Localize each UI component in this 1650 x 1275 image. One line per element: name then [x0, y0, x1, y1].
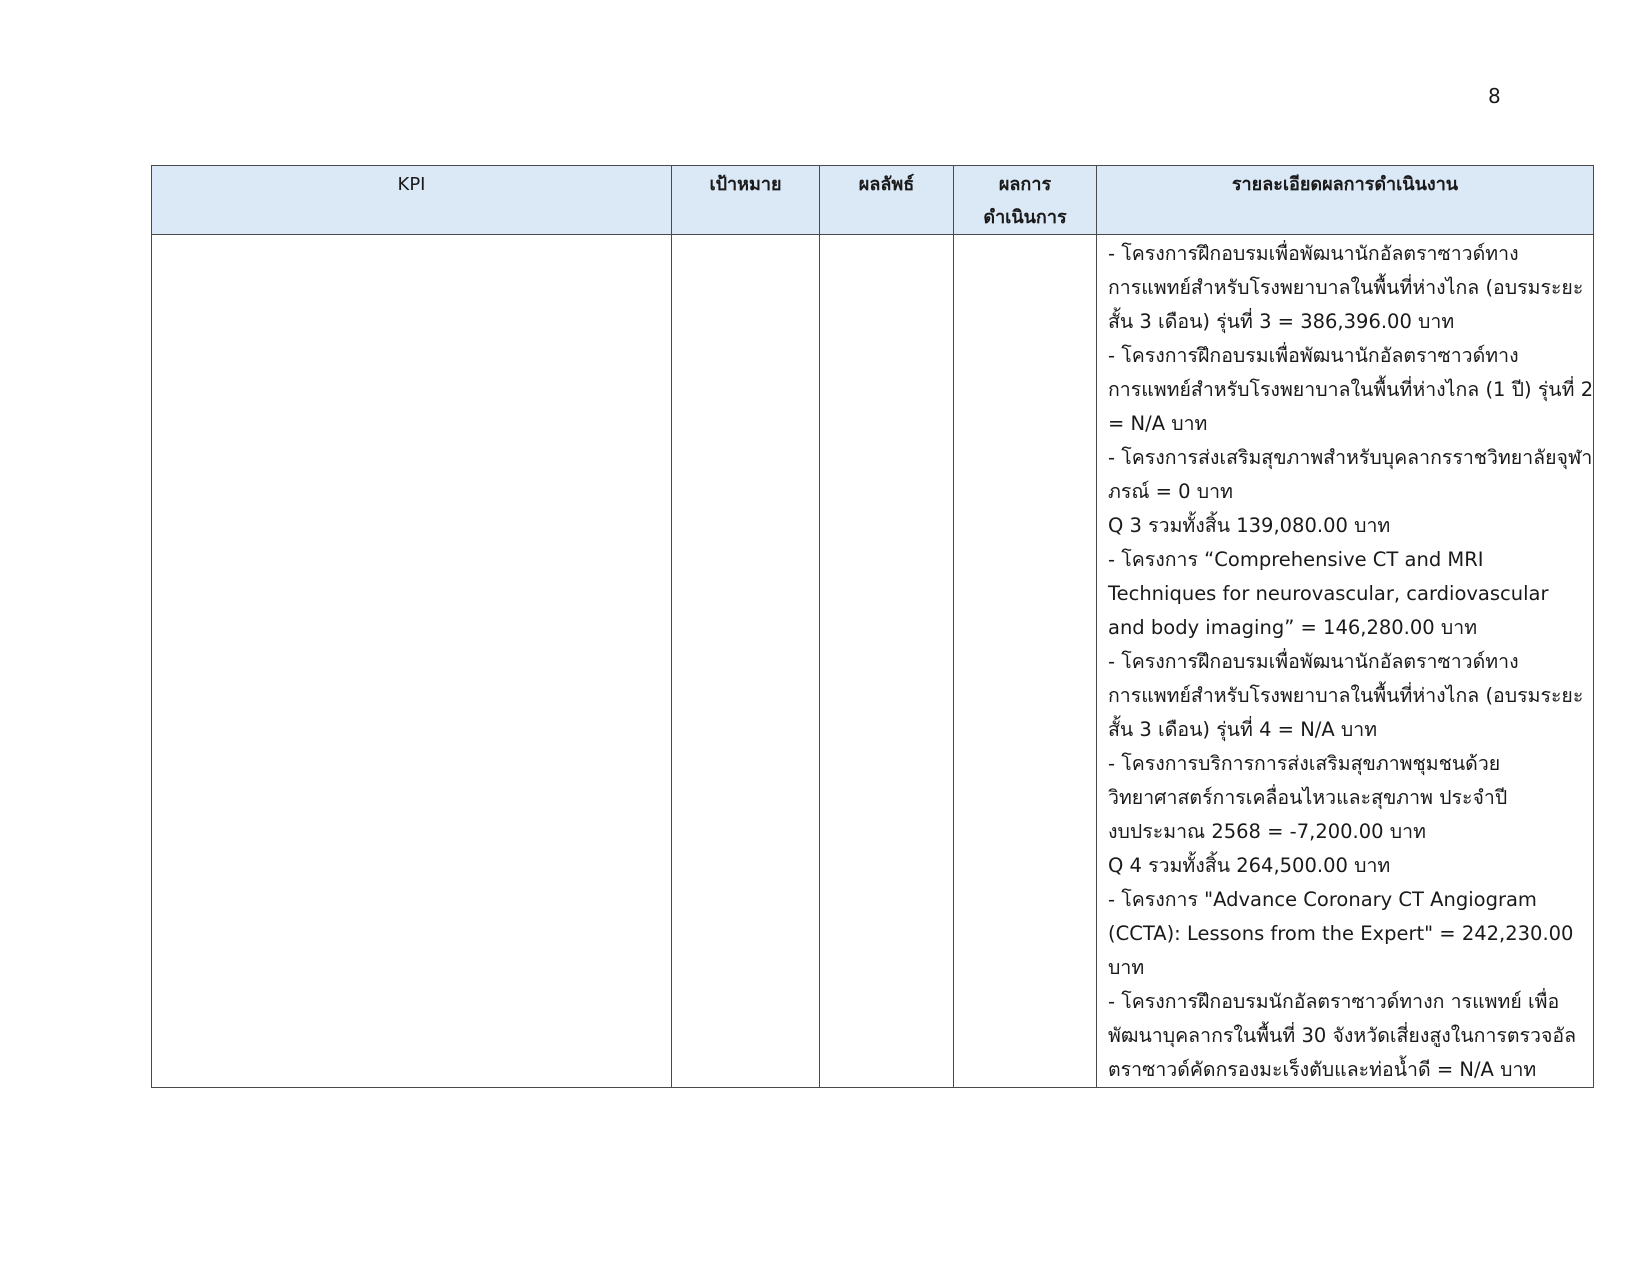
detail-line: - โครงการส่งเสริมสุขภาพสำหรับบุคลากรราชวิทยาลัยจุฬา	[1108, 446, 1593, 469]
detail-line: ตราซาวด์คัดกรองมะเร็งตับและท่อน้ำดี = N/A บาท	[1108, 1058, 1537, 1081]
detail-line: การแพทย์สำหรับโรงพยาบาลในพื้นที่ห่างไกล (อบรมระยะ	[1108, 276, 1584, 299]
detail-line: (CCTA): Lessons from the Expert" = 242,230.00	[1108, 922, 1574, 945]
detail-line: Q 4 รวมทั้งสิ้น 264,500.00 บาท	[1108, 854, 1391, 877]
detail-line: วิทยาศาสตร์การเคลื่อนไหวและสุขภาพ ประจำปี	[1108, 786, 1508, 809]
detail-line: สั้น 3 เดือน) รุ่นที่ 3 = 386,396.00 บาท	[1108, 310, 1455, 333]
header-details: รายละเอียดผลการดำเนินงาน	[1097, 166, 1594, 235]
kpi-table	[151, 165, 1594, 1088]
header-performance-line1: ผลการ	[998, 174, 1052, 195]
detail-line: - โครงการบริการการส่งเสริมสุขภาพชุมชนด้วย	[1108, 752, 1501, 775]
cell-target	[672, 235, 820, 1088]
header-performance-line2: ดำเนินการ	[983, 207, 1067, 228]
detail-line: สั้น 3 เดือน) รุ่นที่ 4 = N/A บาท	[1108, 718, 1378, 741]
table-row	[152, 235, 1594, 1088]
detail-line: การแพทย์สำหรับโรงพยาบาลในพื้นที่ห่างไกล (อบรมระยะ	[1108, 684, 1584, 707]
cell-performance	[954, 235, 1097, 1088]
detail-line: งบประมาณ 2568 = -7,200.00 บาท	[1108, 820, 1426, 843]
detail-line: - โครงการฝึกอบรมเพื่อพัฒนานักอัลตราซาวด์ทาง	[1108, 344, 1519, 367]
detail-line: พัฒนาบุคลากรในพื้นที่ 30 จังหวัดเสี่ยงสูงในการตรวจอัล	[1108, 1024, 1577, 1047]
cell-details	[1097, 235, 1594, 1088]
cell-result	[820, 235, 954, 1088]
detail-line: = N/A บาท	[1108, 412, 1208, 435]
detail-line: บาท	[1108, 956, 1145, 979]
detail-line: - โครงการฝึกอบรมเพื่อพัฒนานักอัลตราซาวด์ทาง	[1108, 650, 1519, 673]
detail-line: Techniques for neurovascular, cardiovascular	[1108, 582, 1549, 605]
detail-line: ภรณ์ = 0 บาท	[1108, 480, 1233, 503]
table-header-row	[152, 166, 1594, 235]
detail-line: - โครงการ “Comprehensive CT and MRI	[1108, 548, 1484, 571]
header-kpi: KPI	[152, 166, 672, 235]
detail-line: and body imaging” = 146,280.00 บาท	[1108, 616, 1478, 639]
detail-line: การแพทย์สำหรับโรงพยาบาลในพื้นที่ห่างไกล (1 ปี) รุ่นที่ 2	[1108, 378, 1593, 401]
header-target: เป้าหมาย	[672, 166, 820, 235]
header-performance	[954, 166, 1097, 235]
detail-line: - โครงการฝึกอบรมนักอัลตราซาวด์ทางก ารแพทย์ เพื่อ	[1108, 990, 1560, 1013]
cell-kpi	[152, 235, 672, 1088]
page-number: 8	[1488, 84, 1501, 108]
detail-line: Q 3 รวมทั้งสิ้น 139,080.00 บาท	[1108, 514, 1391, 537]
detail-line: - โครงการฝึกอบรมเพื่อพัฒนานักอัลตราซาวด์ทาง	[1108, 242, 1519, 265]
detail-line: - โครงการ "Advance Coronary CT Angiogram	[1108, 888, 1537, 911]
header-result: ผลลัพธ์	[820, 166, 954, 235]
